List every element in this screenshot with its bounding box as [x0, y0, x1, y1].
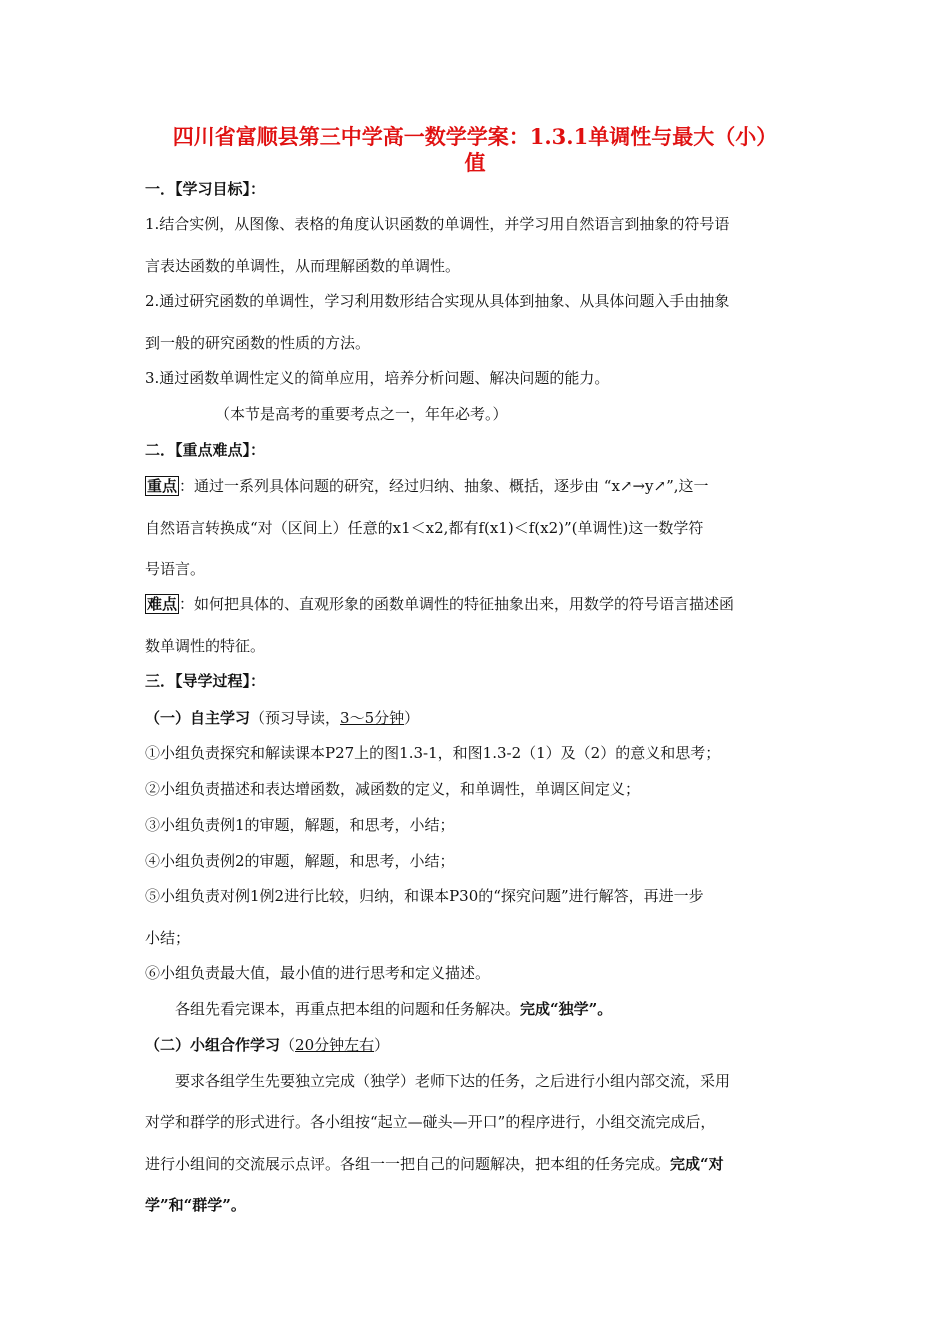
part2-title: （二）小组合作学习: [145, 1036, 281, 1054]
section1-heading: 一．【学习目标】：: [145, 180, 266, 198]
part2-text-line4: 学”和“群学”。: [145, 1196, 246, 1214]
document-title-line1: 四川省富顺县第三中学高一数学学案：1.3.1单调性与最大（小）: [172, 124, 778, 149]
part2-text-line2: 对学和群学的形式进行。各小组按“起立—碰头—开口”的程序进行，小组交流完成后，: [145, 1113, 716, 1131]
part2-text-line1: 要求各组学生先要独立完成（独学）老师下达的任务，之后进行小组内部交流，采用: [175, 1072, 731, 1090]
section3-heading: 三．【导学过程】：: [145, 672, 266, 690]
part1-summary-text: 各组先看完课本，再重点把本组的问题和任务解决。: [175, 1000, 521, 1018]
part1-paren-open: （预习导读，: [250, 709, 341, 727]
part2-heading: [145, 1035, 389, 1055]
key-point-line2: 自然语言转换成“对（区间上）任意的x1＜x2,都有f(x1)＜f(x2)”(单调性)这一数学符: [145, 519, 704, 537]
part1-summary-bold: 完成“独学”。: [520, 1000, 613, 1018]
exam-note: （本节是高考的重要考点之一，年年必考。）: [215, 405, 508, 423]
goal1-line1: 1.结合实例，从图像、表格的角度认识函数的单调性，并学习用自然语言到抽象的符号语: [145, 215, 730, 233]
key-point-line1: [145, 476, 709, 496]
part1-summary: [175, 999, 612, 1019]
section2-heading: 二．【重点难点】：: [145, 441, 266, 459]
part1-heading: [145, 708, 419, 728]
key-point-text1: ：通过一系列具体问题的研究，经过归纳、抽象、概括，逐步由 “x↗→y↗”,这一: [179, 477, 709, 495]
difficult-point-text1: ：如何把具体的、直观形象的函数单调性的特征抽象出来，用数学的符号语言描述函: [179, 595, 735, 613]
key-point-label: 重点: [147, 477, 178, 495]
goal1-line2: 言表达函数的单调性，从而理解函数的单调性。: [145, 257, 461, 275]
part2-paren-close: ）: [374, 1036, 390, 1054]
task-item-1: ①小组负责探究和解读课本P27上的图1.3-1，和图1.3-2（1）及（2）的意义和思考；: [145, 744, 721, 762]
goal3: 3.通过函数单调性定义的简单应用，培养分析问题、解决问题的能力。: [145, 369, 610, 387]
goal2-line1: 2.通过研究函数的单调性，学习利用数形结合实现从具体到抽象、从具体问题入手由抽象: [145, 292, 730, 310]
part2-time: 20分钟左右: [295, 1036, 375, 1054]
part2-paren-open: （: [280, 1036, 296, 1054]
document-title-line2: 值: [464, 150, 486, 175]
part2-text-line3: [145, 1154, 724, 1174]
difficult-point-label: 难点: [147, 595, 178, 613]
goal2-line2: 到一般的研究函数的性质的方法。: [145, 334, 371, 352]
part2-text-line3-bold: 完成“对: [670, 1155, 724, 1173]
key-point-line3: 号语言。: [145, 560, 206, 578]
part1-paren-close: ）: [404, 709, 420, 727]
task-item-6: ⑥小组负责最大值，最小值的进行思考和定义描述。: [145, 964, 491, 982]
task-item-5-line1: ⑤小组负责对例1例2进行比较，归纳，和课本P30的“探究问题”进行解答，再进一步: [145, 887, 704, 905]
part2-text-line3-normal: 进行小组间的交流展示点评。各组一一把自己的问题解决，把本组的任务完成。: [145, 1155, 671, 1173]
task-item-4: ④小组负责例2的审题，解题，和思考，小结；: [145, 852, 455, 870]
task-item-3: ③小组负责例1的审题，解题，和思考，小结；: [145, 816, 455, 834]
difficult-point-line2: 数单调性的特征。: [145, 637, 266, 655]
difficult-point-line1: [145, 594, 734, 614]
task-item-5-line2: 小结；: [145, 929, 191, 947]
task-item-2: ②小组负责描述和表达增函数，减函数的定义，和单调性，单调区间定义；: [145, 780, 641, 798]
part1-title: （一）自主学习: [145, 709, 251, 727]
part1-time: 3～5分钟: [340, 709, 405, 727]
